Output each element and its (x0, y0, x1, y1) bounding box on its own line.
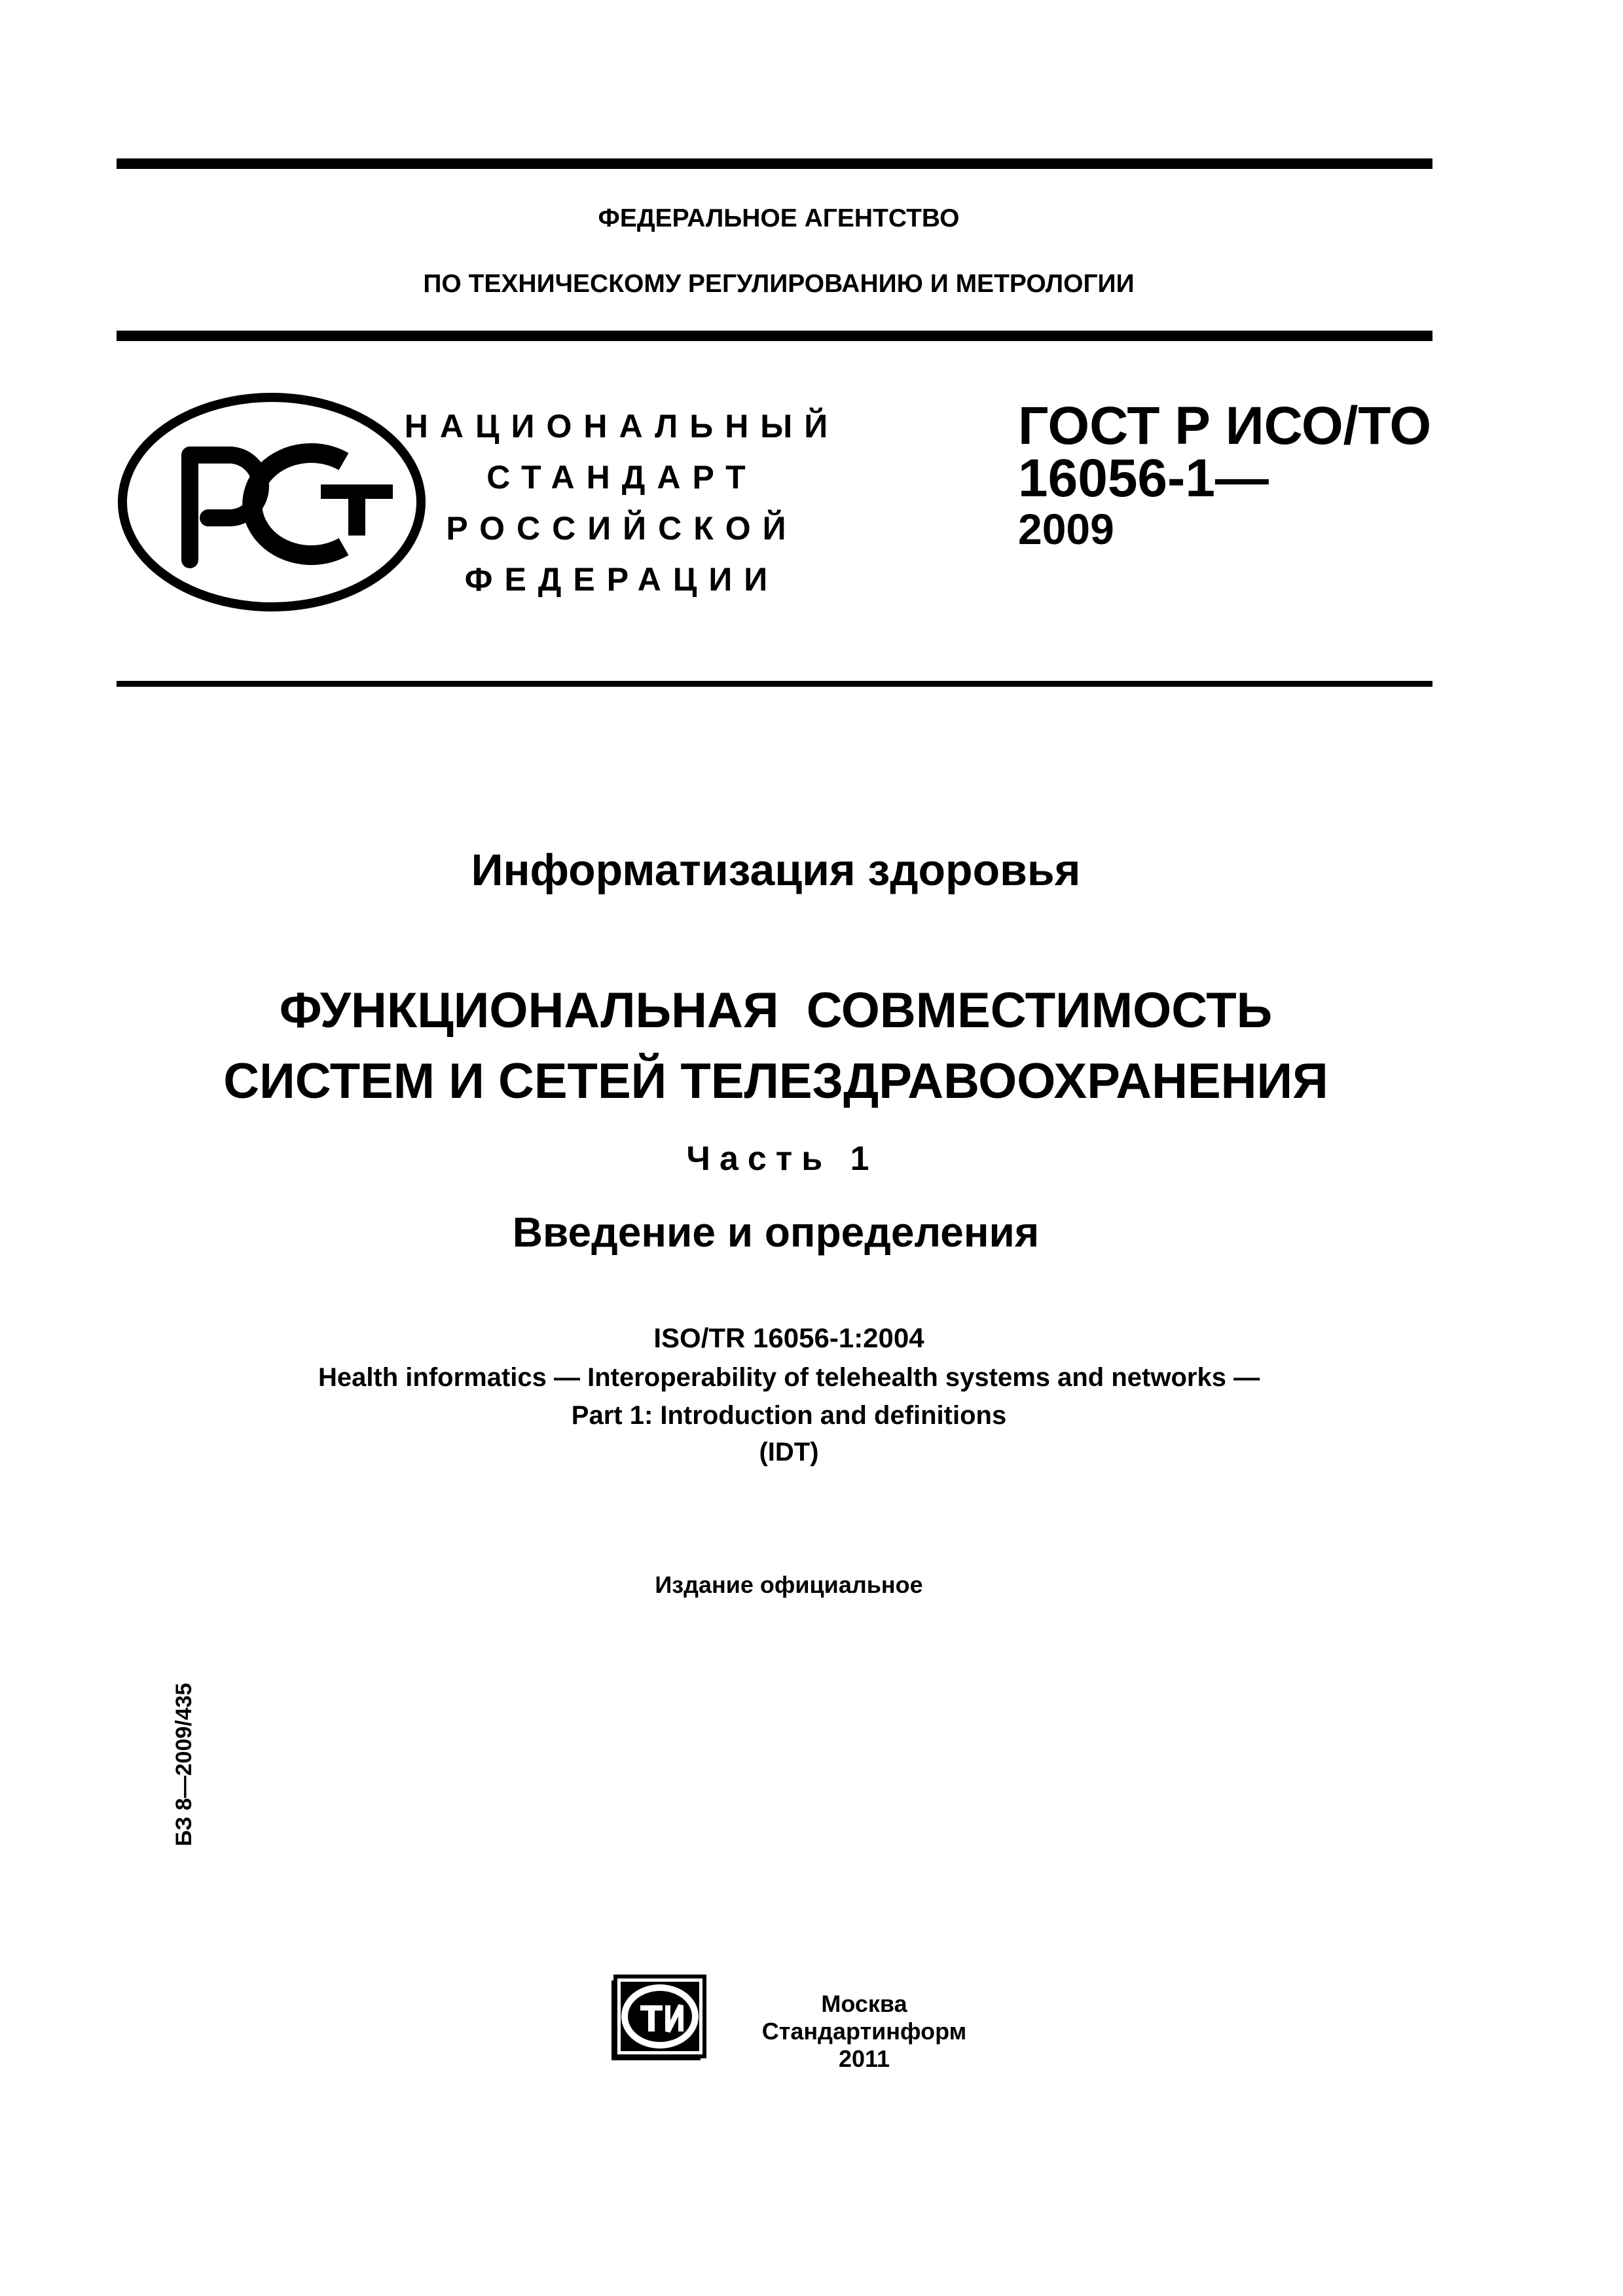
national-standard-line-2: СТАНДАРТ (486, 459, 757, 496)
standartinform-logo (609, 1974, 707, 2062)
iso-title-line-2: Part 1: Introduction and definitions (571, 1401, 1007, 1430)
header-rule (117, 331, 1432, 341)
agency-line-2: ПО ТЕХНИЧЕСКОМУ РЕГУЛИРОВАНИЮ И МЕТРОЛОГИИ (423, 270, 1135, 298)
main-title-line-2: СИСТЕМ И СЕТЕЙ ТЕЛЕЗДРАВООХРАНЕНИЯ (223, 1053, 1328, 1109)
side-code: БЗ 8—2009/435 (172, 1683, 196, 1846)
publisher-city: Москва (821, 1990, 907, 2017)
iso-title-line-1: Health informatics — Interoperability of telehealth systems and networks — (318, 1363, 1260, 1392)
official-edition: Издание официальное (655, 1571, 923, 1598)
standartinform-logo-icon (609, 1974, 707, 2062)
designation-rule (117, 681, 1432, 687)
publisher-name: Стандартинформ (761, 2018, 967, 2045)
main-title-line-1: ФУНКЦИОНАЛЬНАЯ СОВМЕСТИМОСТЬ (279, 983, 1273, 1038)
designation-line-2: 16056-1— (1018, 448, 1269, 508)
iso-title-line-3: (IDT) (759, 1438, 819, 1467)
part-title: Введение и определения (512, 1209, 1040, 1256)
general-title: Информатизация здоровья (471, 845, 1081, 895)
agency-line-1: ФЕДЕРАЛЬНОЕ АГЕНТСТВО (598, 204, 960, 232)
national-standard-line-3: РОССИЙСКОЙ (446, 510, 798, 547)
publisher-year: 2011 (838, 2045, 890, 2072)
national-standard-line-1: НАЦИОНАЛЬНЫЙ (404, 408, 840, 445)
designation-line-1: ГОСТ Р ИСО/ТО (1018, 396, 1432, 456)
national-standard-line-4: ФЕДЕРАЦИИ (464, 561, 780, 598)
iso-code: ISO/TR 16056-1:2004 (653, 1322, 924, 1353)
top-rule (117, 158, 1432, 169)
designation-line-3: 2009 (1018, 505, 1114, 553)
part-number: Часть 1 (686, 1140, 879, 1178)
